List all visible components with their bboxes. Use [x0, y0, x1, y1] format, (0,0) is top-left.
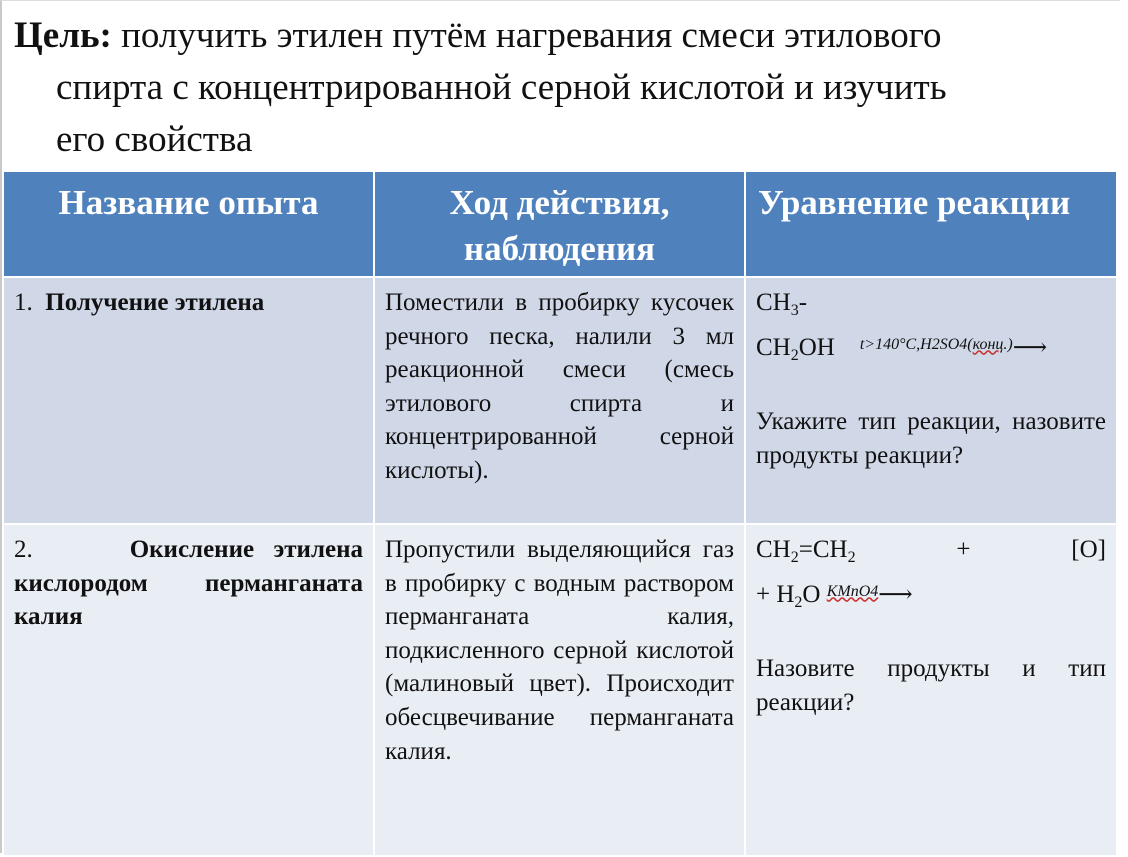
equation-cell	[745, 277, 1117, 524]
experiment-name-cell	[3, 277, 374, 524]
reaction-condition: t>140°C,H2SO4(конц.)	[859, 335, 1013, 353]
reaction-condition: KMnO4	[826, 582, 879, 600]
goal-line-2: спирта с концентрированной серной кислотой и изучить	[56, 67, 947, 108]
header-procedure: Ход действия, наблюдения	[374, 171, 745, 277]
header-experiment-name: Название опыта	[3, 171, 374, 277]
reaction-equation: $CH_3-$ $CH_2OH$ $^{t>140^\circ C,H2SO4(конц.)}$⟶	[756, 289, 1048, 364]
goal-line-3: его свойства	[56, 119, 253, 160]
table-header-row	[3, 171, 1117, 277]
reaction-question: Укажите тип реакции, назовите продукты реакции?	[756, 408, 1106, 469]
reaction-equation-line-2: + $H_2O$ $^{KMnO4}$⟶	[756, 580, 913, 611]
equation-cell	[745, 524, 1117, 856]
goal-label: Цель:	[14, 15, 112, 56]
goal-title	[14, 10, 1099, 166]
goal-line-1: получить этилен путём нагревания смеси этилового	[111, 15, 942, 56]
experiment-number: 1.	[14, 289, 33, 316]
reaction-arrow-icon: ⟶	[878, 581, 913, 608]
procedure-cell: Пропустили выделяющийся газ в пробирку с водным раствором перманганата калия, подкисленного серной кислотой (малиновый цвет). Происходит обесцвечивание перманганата калия.	[374, 524, 745, 856]
experiment-name-cell	[3, 524, 374, 856]
table-row	[3, 524, 1117, 856]
experiment-name: Окисление этилена кислородом перманганата калия	[14, 536, 363, 631]
experiment-name: Получение этилена	[45, 289, 265, 316]
table-row	[3, 277, 1117, 524]
header-equation: Уравнение реакции	[745, 171, 1117, 277]
procedure-cell: Поместили в пробирку кусочек речного песка, налили 3 мл реакционной смеси (смесь этилового спирта и концентрированной серной кислоты).	[374, 277, 745, 524]
reaction-arrow-icon: ⟶	[1012, 334, 1048, 361]
reaction-equation: $CH_2=CH_2$ + [O]	[756, 536, 1106, 566]
reaction-question: Назовите продукты и тип реакции?	[756, 655, 1106, 716]
experiments-table	[2, 170, 1118, 857]
experiment-number: 2.	[14, 536, 33, 563]
